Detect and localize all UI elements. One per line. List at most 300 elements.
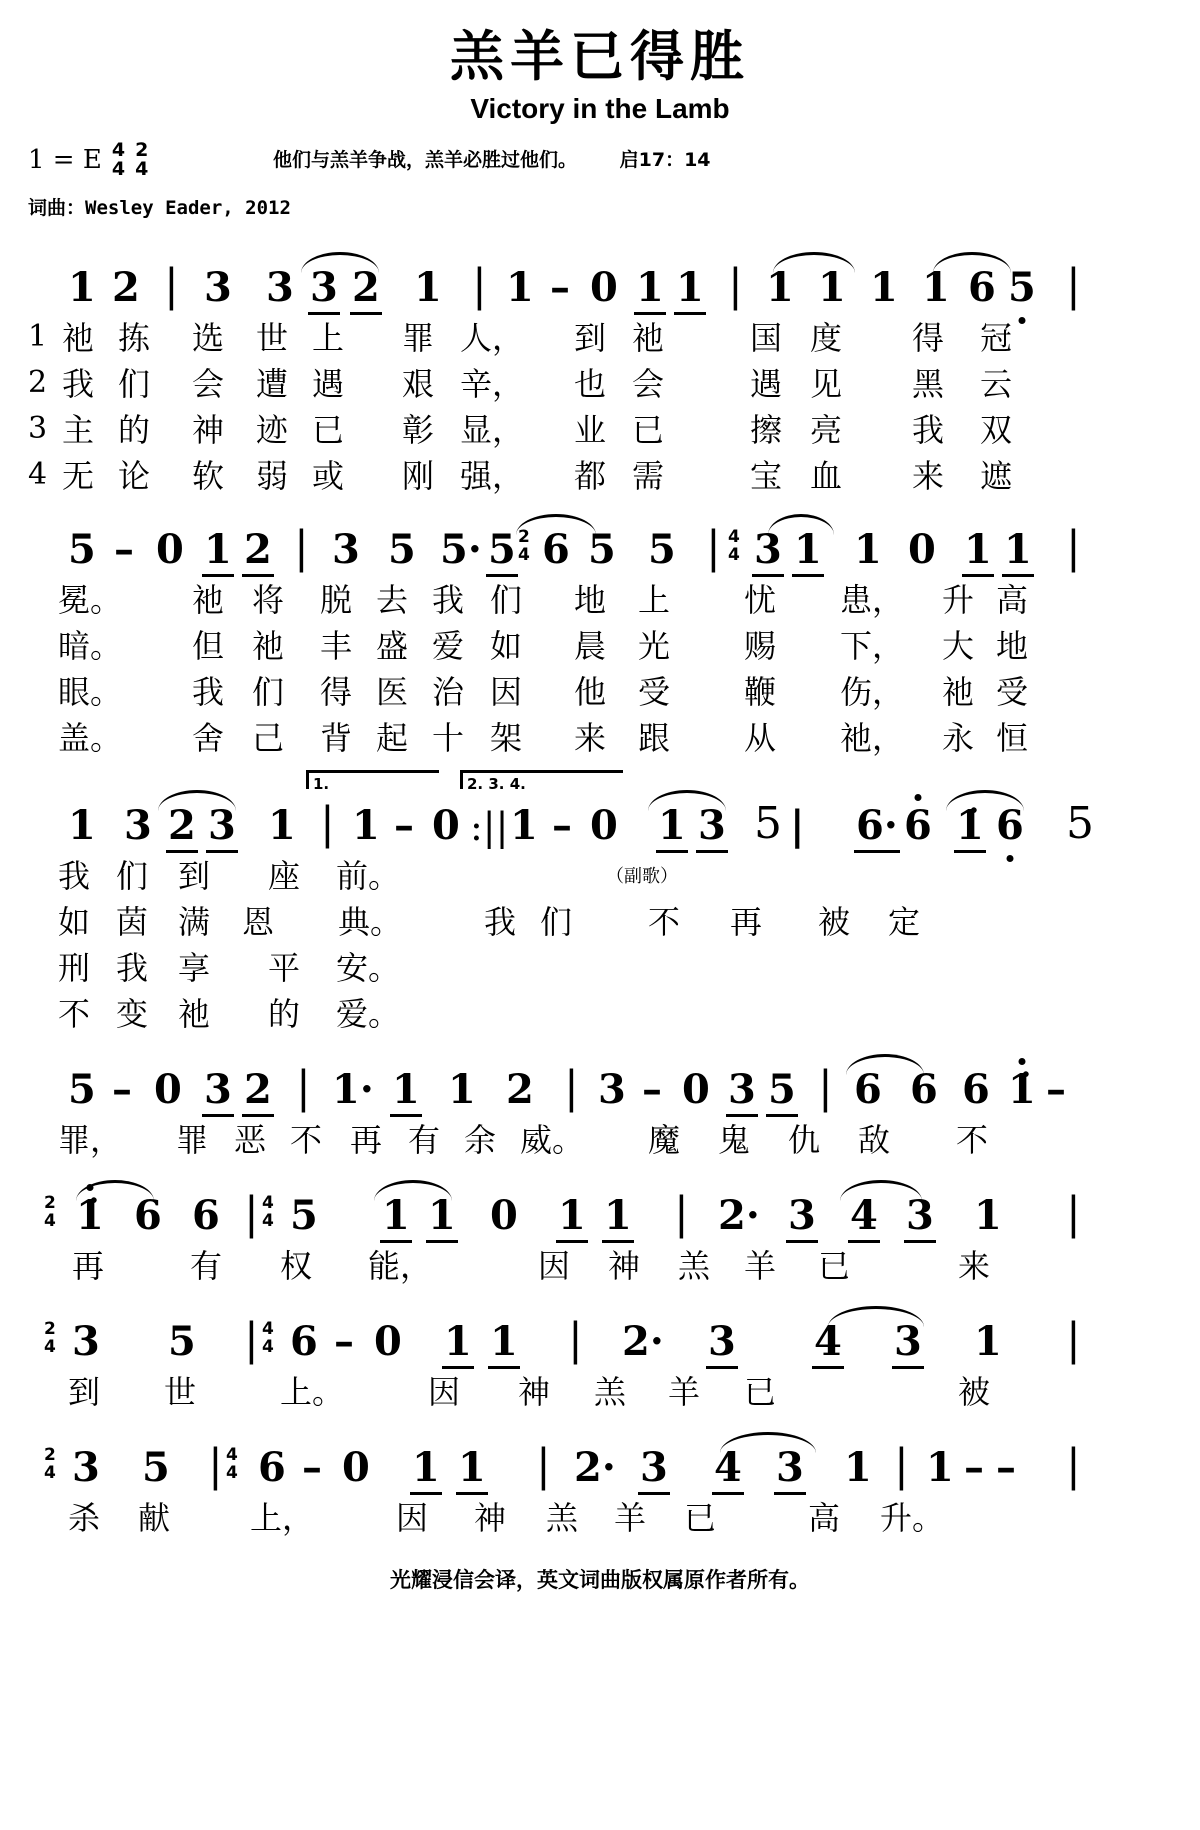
lyric-syllable: 安。	[336, 949, 401, 987]
lyric-syllable: 满	[178, 903, 211, 941]
lyric-syllable: 升	[942, 581, 975, 619]
lyric-syllable: 上	[312, 319, 345, 357]
lyric-syllable: 上。	[280, 1373, 345, 1411]
barline: |	[818, 1062, 833, 1113]
lyric-syllable: 祂	[192, 581, 225, 619]
lyric-syllable: 都	[574, 457, 607, 495]
rest: 0	[374, 1318, 402, 1365]
note: 1	[412, 1444, 440, 1491]
lyric-syllable: 再	[350, 1121, 383, 1159]
note: 4	[714, 1444, 742, 1491]
lyric-syllable: 高	[808, 1499, 841, 1537]
lyric-syllable: 被	[818, 903, 851, 941]
barline: |	[1066, 522, 1081, 573]
lyric-syllable: 有	[408, 1121, 441, 1159]
note: 1·	[332, 1066, 374, 1113]
lyric-syllable: 平	[268, 949, 301, 987]
lyric-syllable: 祂	[632, 319, 665, 357]
lyric-syllable: 羔	[678, 1247, 711, 1285]
lyric-syllable: 羊	[614, 1499, 647, 1537]
lyric-syllable: 盖。	[58, 719, 123, 757]
lyric-syllable: 但	[192, 627, 225, 665]
lyric-syllable: 度	[810, 319, 843, 357]
lyric-syllable: 医	[376, 673, 409, 711]
note: 5	[142, 1444, 170, 1491]
lyric-syllable: 不	[290, 1121, 323, 1159]
note: 1	[854, 526, 882, 573]
lyric-syllable: 患，	[840, 581, 905, 619]
chorus-label: （副歌）	[606, 866, 678, 887]
barline: |	[244, 1314, 259, 1365]
barline: |	[164, 260, 179, 311]
lyric-syllable: 恩	[242, 903, 275, 941]
lyric-syllable: 选	[192, 319, 225, 357]
note: 1	[844, 1444, 872, 1491]
lyric-syllable: 己	[252, 719, 285, 757]
lyric-syllable: 论	[118, 457, 151, 495]
note: 1̇	[956, 802, 984, 849]
note: 1	[458, 1444, 486, 1491]
barline: |	[296, 1062, 311, 1113]
lyric-syllable: 羔	[546, 1499, 579, 1537]
note: 1	[448, 1066, 476, 1113]
lyric-syllable: 云	[980, 365, 1013, 403]
note: 1	[636, 264, 664, 311]
lyric-line-verse-1	[28, 570, 1172, 619]
note-extend: –	[996, 1444, 1016, 1491]
lyric-syllable: 宝	[750, 457, 783, 495]
lyric-syllable: 架	[490, 719, 523, 757]
lyric-syllable: 也	[574, 365, 607, 403]
lyric-syllable: 从	[744, 719, 777, 757]
author-credit: 词曲：Wesley Eader, 2012	[28, 197, 291, 219]
note: 4	[850, 1192, 878, 1239]
note: 3	[72, 1444, 100, 1491]
lyric-line-ending-2	[28, 892, 1172, 941]
note: 6	[904, 802, 932, 849]
music-system-6	[28, 1300, 1172, 1411]
lyric-syllable: 如	[58, 903, 91, 941]
note: 6	[968, 264, 996, 311]
notation-line-5	[28, 1174, 1172, 1239]
music-system-5	[28, 1174, 1172, 1285]
note: 6	[962, 1066, 990, 1113]
lyric-syllable: 遇	[750, 365, 783, 403]
note: 2	[506, 1066, 534, 1113]
lyric-syllable: 无	[62, 457, 95, 495]
barline: 5	[754, 798, 782, 849]
note: 2·	[718, 1192, 760, 1239]
rest: 0	[590, 802, 618, 849]
lyric-syllable: 地	[996, 627, 1029, 665]
barline: |	[564, 1062, 579, 1113]
header-row	[28, 127, 1172, 189]
lyric-syllable: 魔	[648, 1121, 681, 1159]
note: 3	[124, 802, 152, 849]
lyric-syllable: 祂	[252, 627, 285, 665]
lyric-syllable: 不	[648, 903, 681, 941]
lyric-syllable: 罪，	[58, 1121, 123, 1159]
music-system-4	[28, 1048, 1172, 1159]
lyric-syllable: 背	[320, 719, 353, 757]
lyric-syllable: 起	[376, 719, 409, 757]
note: 1	[926, 1444, 954, 1491]
lyric-syllable: 世	[164, 1373, 197, 1411]
note: 5	[768, 1066, 796, 1113]
lyric-syllable: 前。	[336, 857, 401, 895]
lyric-syllable: 爱	[432, 627, 465, 665]
note: 1	[68, 264, 96, 311]
note: 3	[640, 1444, 668, 1491]
note-extend: –	[302, 1444, 322, 1491]
lyric-syllable: 黑	[912, 365, 945, 403]
lyric-line-verse-1	[28, 308, 1172, 357]
lyric-syllable: 业	[574, 411, 607, 449]
lyric-syllable: 敌	[858, 1121, 891, 1159]
lyric-line-ending-4	[28, 984, 1172, 1033]
music-system-3	[28, 775, 1172, 1033]
note: 3	[598, 1066, 626, 1113]
lyric-syllable: 我	[58, 857, 91, 895]
lyric-syllable: 再	[72, 1247, 105, 1285]
note: 1	[68, 802, 96, 849]
lyric-line-verse-3	[28, 400, 1172, 449]
note: 1	[558, 1192, 586, 1239]
lyric-syllable: 定	[888, 903, 921, 941]
time-signature-4-4: 4 4	[111, 139, 126, 180]
lyric-syllable: 升。	[880, 1499, 945, 1537]
lyric-line-verse-2	[28, 616, 1172, 665]
lyric-syllable: 上，	[250, 1499, 315, 1537]
note-extend: –	[112, 1066, 132, 1113]
note: 2	[112, 264, 140, 311]
lyric-syllable: 到	[68, 1373, 101, 1411]
note: 2·	[622, 1318, 664, 1365]
lyric-syllable: 高	[996, 581, 1029, 619]
lyric-syllable: 赐	[744, 627, 777, 665]
lyric-syllable: 我	[192, 673, 225, 711]
barline: |	[320, 798, 335, 849]
note-extend: –	[642, 1066, 662, 1113]
lyric-syllable: 软	[192, 457, 225, 495]
rest: 0	[342, 1444, 370, 1491]
note: 2	[352, 264, 380, 311]
barline: |	[1066, 1188, 1081, 1239]
lyric-syllable: 恒	[996, 719, 1029, 757]
note-extend: –	[552, 802, 572, 849]
note: 3	[204, 264, 232, 311]
lyric-syllable: 神	[518, 1373, 551, 1411]
lyric-syllable: 冠	[980, 319, 1013, 357]
lyric-syllable: 到	[574, 319, 607, 357]
lyric-syllable: 伤，	[840, 673, 905, 711]
lyric-syllable: 因	[538, 1247, 571, 1285]
lyric-syllable: 遇	[312, 365, 345, 403]
lyric-line-chorus-2	[28, 1236, 1172, 1285]
lyric-syllable: 忧	[744, 581, 777, 619]
lyric-syllable: 已	[684, 1499, 717, 1537]
note: 1	[414, 264, 442, 311]
lyric-syllable: 丰	[320, 627, 353, 665]
lyric-syllable: 享	[178, 949, 211, 987]
note: 3	[788, 1192, 816, 1239]
lyric-syllable: 神	[474, 1499, 507, 1537]
lyric-syllable: 迹	[256, 411, 289, 449]
lyric-line-verse-3	[28, 662, 1172, 711]
lyric-syllable: 羊	[744, 1247, 777, 1285]
lyric-syllable: 彰	[402, 411, 435, 449]
time-signature-2-4: 2 4	[44, 1319, 56, 1357]
lyric-syllable: 不	[58, 995, 91, 1033]
note: 1	[428, 1192, 456, 1239]
barline: |	[244, 1188, 259, 1239]
lyric-syllable: 有	[190, 1247, 223, 1285]
lyric-syllable: 双	[980, 411, 1013, 449]
note: 1	[794, 526, 822, 573]
lyric-syllable: 羊	[668, 1373, 701, 1411]
rest: 0	[154, 1066, 182, 1113]
lyric-syllable: 十	[432, 719, 465, 757]
note-extend: –	[964, 1444, 984, 1491]
note: 6	[192, 1192, 220, 1239]
note: 1	[352, 802, 380, 849]
lyric-syllable: 去	[376, 581, 409, 619]
note: 1̇	[76, 1192, 104, 1239]
note: 1	[658, 802, 686, 849]
note: 5	[68, 1066, 96, 1113]
key-signature	[28, 141, 148, 179]
lyric-syllable: 下，	[840, 627, 905, 665]
time-signature-2-4: 2 4	[44, 1193, 56, 1231]
note-extend: –	[394, 802, 414, 849]
lyric-syllable: 我	[912, 411, 945, 449]
barline: |	[728, 260, 743, 311]
lyric-syllable: 盛	[376, 627, 409, 665]
note: 6	[910, 1066, 938, 1113]
verse-number: 2	[28, 365, 48, 400]
note: 1	[268, 802, 296, 849]
lyric-syllable: 到	[178, 857, 211, 895]
lyric-syllable: 永	[942, 719, 975, 757]
lyric-syllable: 不	[956, 1121, 989, 1159]
verse-number: 4	[28, 457, 48, 492]
lyric-syllable: 我	[62, 365, 95, 403]
notation-line-6	[28, 1300, 1172, 1365]
note: 3	[208, 802, 236, 849]
lyric-syllable: 祂	[62, 319, 95, 357]
lyric-line-verse-2	[28, 354, 1172, 403]
lyric-syllable: 神	[192, 411, 225, 449]
note: 3	[266, 264, 294, 311]
key-label: 1 = E	[28, 145, 102, 175]
lyric-syllable: 晨	[574, 627, 607, 665]
lyric-syllable: 来	[574, 719, 607, 757]
note: 5·	[440, 526, 482, 573]
lyric-syllable: 我	[432, 581, 465, 619]
music-system-7	[28, 1426, 1172, 1537]
lyric-syllable: 的	[268, 995, 301, 1033]
lyric-syllable: 遭	[256, 365, 289, 403]
lyric-syllable: 来	[912, 457, 945, 495]
lyric-syllable: 已	[744, 1373, 777, 1411]
lyric-line-chorus-4	[28, 1488, 1172, 1537]
note: 2	[168, 802, 196, 849]
lyric-syllable: 们	[118, 365, 151, 403]
lyric-syllable: 祂	[942, 673, 975, 711]
lyric-syllable: 他	[574, 673, 607, 711]
lyric-syllable: 辛，	[460, 365, 525, 403]
rest: 0	[156, 526, 184, 573]
music-system-1	[28, 246, 1172, 495]
note: 1	[392, 1066, 420, 1113]
lyric-syllable: 受	[996, 673, 1029, 711]
barline: |	[536, 1440, 551, 1491]
lyric-syllable: 人，	[460, 319, 525, 357]
barline: |	[568, 1314, 583, 1365]
lyric-syllable: 冕。	[58, 581, 123, 619]
lyric-syllable: 被	[958, 1373, 991, 1411]
page-title: 羔羊已得胜	[450, 25, 750, 88]
lyric-syllable: 会	[632, 365, 665, 403]
lyric-syllable: 国	[750, 319, 783, 357]
lyric-syllable: 再	[730, 903, 763, 941]
note: 3	[894, 1318, 922, 1365]
lyric-syllable: 典。	[338, 903, 403, 941]
lyric-syllable: 杀	[68, 1499, 101, 1537]
notation-line-2	[28, 508, 1172, 573]
lyric-syllable: 跟	[638, 719, 671, 757]
lyric-syllable: 祂，	[840, 719, 905, 757]
ending-label: 2. 3. 4.	[467, 775, 526, 793]
note: |	[790, 802, 805, 849]
note: 5	[290, 1192, 318, 1239]
note: 2	[244, 1066, 272, 1113]
time-signature-4-4: 4 4	[262, 1193, 274, 1231]
note: 5	[68, 526, 96, 573]
note: 3	[776, 1444, 804, 1491]
barline: |	[294, 522, 309, 573]
lyric-syllable: 得	[912, 319, 945, 357]
lyric-syllable: 因	[490, 673, 523, 711]
lyric-syllable: 主	[62, 411, 95, 449]
note-extend: –	[1046, 1066, 1066, 1113]
lyric-syllable: 献	[138, 1499, 171, 1537]
note: 1	[922, 264, 950, 311]
lyric-line-verse-4	[28, 708, 1172, 757]
lyric-syllable: 来	[958, 1247, 991, 1285]
note-extend: –	[114, 526, 134, 573]
note: 1	[510, 802, 538, 849]
notation-line-4	[28, 1048, 1172, 1113]
note: 1	[818, 264, 846, 311]
note: 1	[964, 526, 992, 573]
lyric-syllable: 地	[574, 581, 607, 619]
note: 6·	[856, 802, 898, 849]
note: 5	[648, 526, 676, 573]
time-signature-4-4: 4 4	[728, 527, 740, 565]
lyric-syllable: 已	[632, 411, 665, 449]
note: 5	[488, 526, 516, 573]
rest: 0	[908, 526, 936, 573]
note: 5	[588, 526, 616, 573]
note: 3	[72, 1318, 100, 1365]
barline: |	[208, 1440, 223, 1491]
note-extend: –	[550, 264, 570, 311]
barline: |	[1066, 260, 1081, 311]
lyric-syllable: 权	[280, 1247, 313, 1285]
note: 6	[542, 526, 570, 573]
lyric-syllable: 仇	[788, 1121, 821, 1159]
verse-number: 3	[28, 411, 48, 446]
time-signature-4-4: 4 4	[262, 1319, 274, 1357]
note: 1	[444, 1318, 472, 1365]
lyric-syllable: 已	[312, 411, 345, 449]
note: 6	[854, 1066, 882, 1113]
lyric-syllable: 恶	[234, 1121, 267, 1159]
note: 6	[134, 1192, 162, 1239]
note: 1	[870, 264, 898, 311]
note: 2	[244, 526, 272, 573]
music-system-2	[28, 508, 1172, 757]
lyric-syllable: 余	[464, 1121, 497, 1159]
lyric-syllable: 变	[116, 995, 149, 1033]
lyric-syllable: 得	[320, 673, 353, 711]
lyric-line-chorus-1	[28, 1110, 1172, 1159]
note: 5	[1008, 264, 1036, 311]
note: 6	[290, 1318, 318, 1365]
lyric-syllable: 艰	[402, 365, 435, 403]
lyric-syllable: 显，	[460, 411, 525, 449]
note: 6	[996, 802, 1024, 849]
lyric-syllable: 世	[256, 319, 289, 357]
lyric-syllable: 鬼	[718, 1121, 751, 1159]
lyric-syllable: 将	[252, 581, 285, 619]
lyric-syllable: 如	[490, 627, 523, 665]
ending-label: 1.	[313, 775, 330, 793]
lyric-syllable: 羔	[594, 1373, 627, 1411]
note: 3	[728, 1066, 756, 1113]
lyric-syllable: 我	[116, 949, 149, 987]
verse-number: 1	[28, 319, 48, 354]
note: 1	[974, 1192, 1002, 1239]
lyric-syllable: 弱	[256, 457, 289, 495]
lyric-syllable: 或	[312, 457, 345, 495]
barline: 5	[1066, 798, 1094, 849]
repeat-barline: :||	[470, 805, 509, 849]
lyric-syllable: 罪	[176, 1121, 209, 1159]
lyric-syllable: 鞭	[744, 673, 777, 711]
rest: 0	[590, 264, 618, 311]
lyric-syllable: 已	[818, 1247, 851, 1285]
barline: |	[674, 1188, 689, 1239]
lyric-syllable: 血	[810, 457, 843, 495]
note: 3	[204, 1066, 232, 1113]
lyric-line-ending-3	[28, 938, 1172, 987]
lyric-syllable: 罪	[402, 319, 435, 357]
lyric-syllable: 遮	[980, 457, 1013, 495]
note: 5	[388, 526, 416, 573]
lyric-syllable: 脱	[320, 581, 353, 619]
lyric-syllable: 因	[428, 1373, 461, 1411]
note: 3	[698, 802, 726, 849]
lyric-syllable: 祂	[178, 995, 211, 1033]
lyric-syllable: 神	[608, 1247, 641, 1285]
barline: |	[1066, 1314, 1081, 1365]
lyric-line-ending-1	[28, 846, 1172, 895]
note: 5	[168, 1318, 196, 1365]
lyric-syllable: 见	[810, 365, 843, 403]
lyric-syllable: 强，	[460, 457, 525, 495]
